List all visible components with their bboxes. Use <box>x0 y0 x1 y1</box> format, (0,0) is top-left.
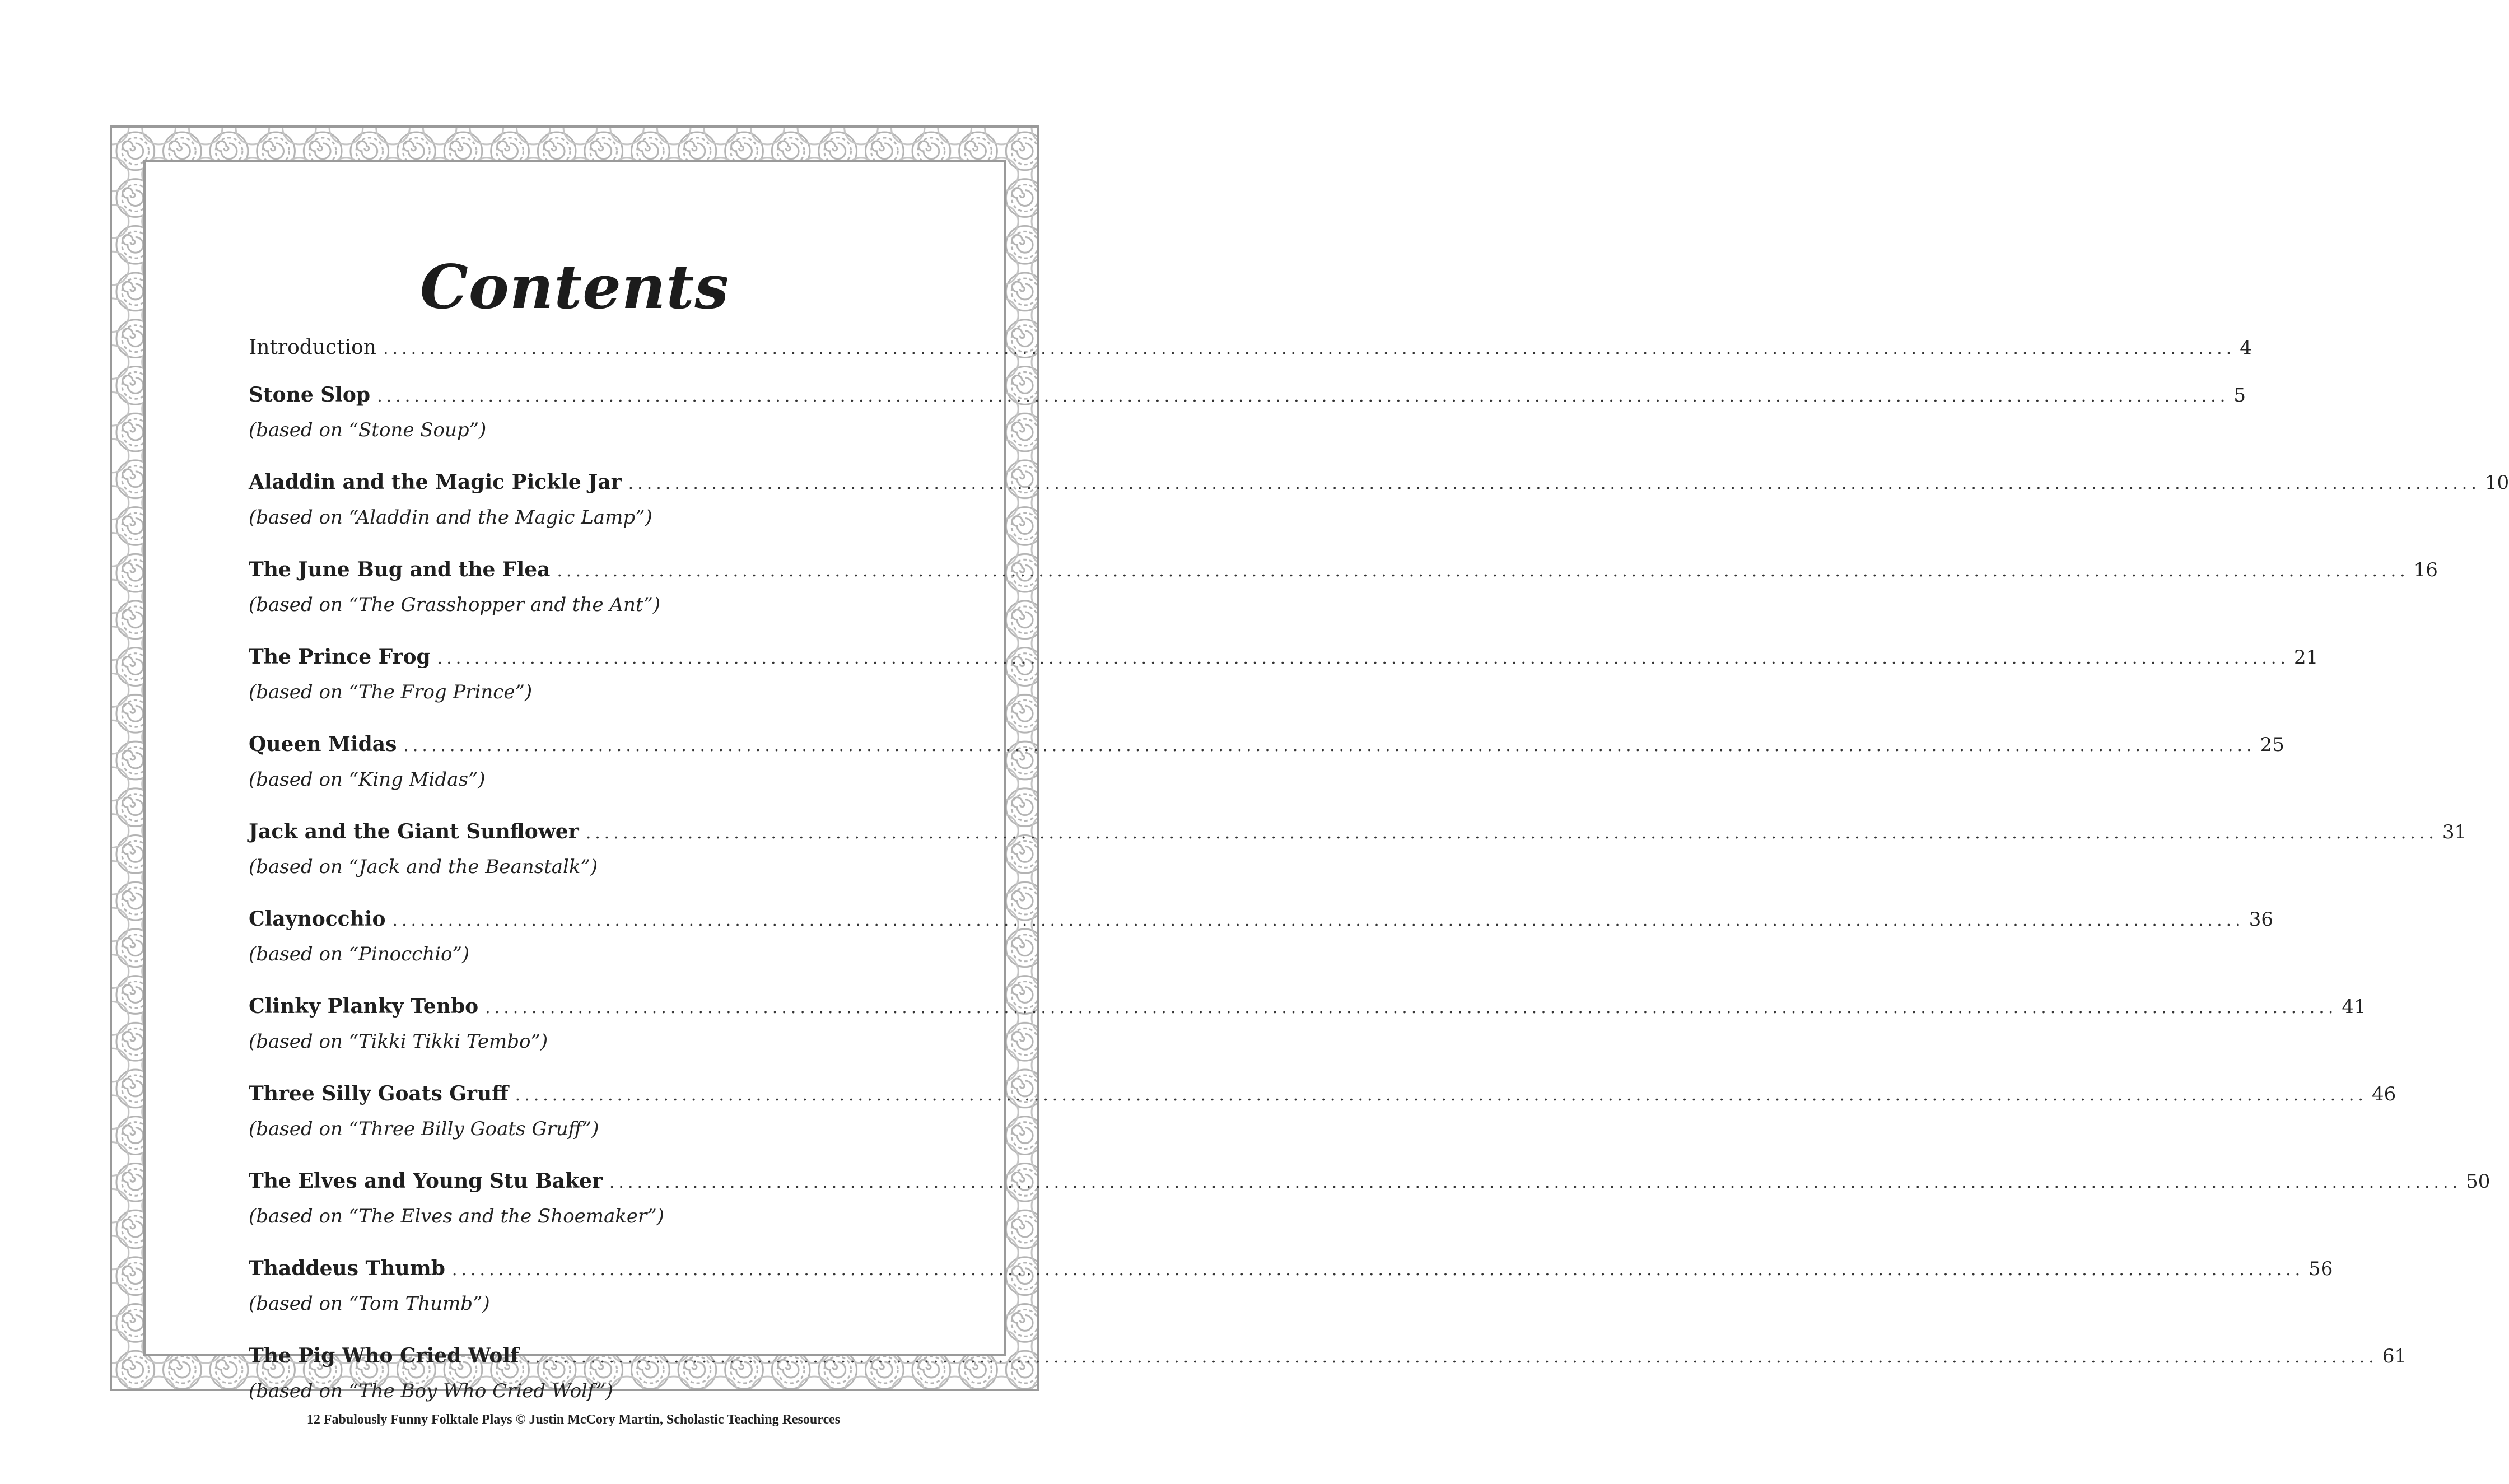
dot-leader: ........................................................................................................................................................................................................ <box>525 1347 2378 1367</box>
toc-entry <box>249 336 2252 370</box>
toc-page-number: 25 <box>2260 734 2284 756</box>
page-title: Contents <box>419 252 730 323</box>
toc-entry <box>249 820 2467 878</box>
toc-entry-title: The Pig Who Cried Wolf <box>249 1344 519 1368</box>
toc-entry <box>249 732 2284 791</box>
toc-entry-source: (based on “The Elves and the Shoemaker”) <box>249 1205 664 1228</box>
decorative-border-frame <box>110 125 2509 1402</box>
toc-entry-title: Stone Slop <box>249 383 371 407</box>
toc-entry <box>249 645 2319 703</box>
table-of-contents <box>249 336 2509 1431</box>
toc-page-number: 5 <box>2233 384 2246 407</box>
toc-entry-line <box>249 645 2319 679</box>
toc-page-number: 41 <box>2342 996 2366 1018</box>
toc-entry-line <box>249 1257 2333 1290</box>
toc-entry <box>249 1082 2396 1140</box>
toc-entry-line <box>249 336 2252 370</box>
dot-leader: ........................................................................................................................................................................................................ <box>485 998 2338 1018</box>
toc-entry-title: Thaddeus Thumb <box>249 1257 445 1280</box>
toc-entry-title: Jack and the Giant Sunflower <box>249 820 579 843</box>
toc-entry-source: (based on “Aladdin and the Magic Lamp”) <box>249 506 652 529</box>
toc-entry-source: (based on “Stone Soup”) <box>249 419 487 441</box>
toc-entry-title: The Prince Frog <box>249 645 431 669</box>
toc-page-number: 56 <box>2309 1258 2333 1280</box>
toc-entry <box>249 470 2509 529</box>
toc-entry-title: Queen Midas <box>249 732 397 756</box>
dot-leader: ........................................................................................................................................................................................................ <box>383 339 2236 358</box>
toc-page-number: 4 <box>2240 337 2252 359</box>
toc-entry-title: Introduction <box>249 336 376 359</box>
toc-entry <box>249 558 2438 616</box>
dot-leader: ........................................................................................................................................................................................................ <box>437 648 2289 668</box>
toc-entry-line <box>249 383 2246 417</box>
toc-entry <box>249 995 2366 1053</box>
toc-entry-source: (based on “The Boy Who Cried Wolf”) <box>249 1380 613 1402</box>
toc-entry <box>249 1169 2491 1228</box>
dot-leader: ........................................................................................................................................................................................................ <box>557 561 2409 581</box>
toc-entry-source: (based on “The Grasshopper and the Ant”) <box>249 594 661 616</box>
toc-entry <box>249 383 2246 441</box>
toc-entry <box>249 1344 2407 1402</box>
toc-entry-source: (based on “Pinocchio”) <box>249 943 470 965</box>
toc-entry-line <box>249 1169 2491 1203</box>
toc-entry-source: (based on “Three Billy Goats Gruff”) <box>249 1118 599 1140</box>
dot-leader: ........................................................................................................................................................................................................ <box>392 911 2245 930</box>
dot-leader: ........................................................................................................................................................................................................ <box>585 823 2438 843</box>
toc-entry-source: (based on “Jack and the Beanstalk”) <box>249 856 598 878</box>
toc-page-number: 16 <box>2413 559 2438 581</box>
toc-page-number: 31 <box>2442 821 2467 843</box>
toc-entry-line <box>249 1344 2407 1378</box>
toc-page-number: 21 <box>2293 646 2319 669</box>
toc-entry-line <box>249 732 2284 766</box>
toc-entry-title: Clinky Planky Tenbo <box>249 995 479 1018</box>
toc-entry <box>249 907 2273 965</box>
toc-entry-source: (based on “Tikki Tikki Tembo”) <box>249 1030 548 1053</box>
toc-entry-line <box>249 820 2467 853</box>
dot-leader: ........................................................................................................................................................................................................ <box>609 1173 2462 1192</box>
toc-entry-line <box>249 558 2438 591</box>
dot-leader: ........................................................................................................................................................................................................ <box>515 1085 2367 1105</box>
toc-entry-source: (based on “King Midas”) <box>249 768 486 791</box>
toc-entry-line <box>249 995 2366 1028</box>
page-footer: 12 Fabulously Funny Folktale Plays © Justin McCory Martin, Scholastic Teaching Resources <box>306 1412 841 1427</box>
toc-entry-title: Aladdin and the Magic Pickle Jar <box>249 470 622 494</box>
toc-entry-source: (based on “Tom Thumb”) <box>249 1292 490 1315</box>
toc-entry-title: Claynocchio <box>249 907 386 931</box>
toc-entry-title: Three Silly Goats Gruff <box>249 1082 509 1105</box>
toc-entry-title: The Elves and Young Stu Baker <box>249 1169 603 1193</box>
dot-leader: ........................................................................................................................................................................................................ <box>403 736 2256 755</box>
toc-entry-title: The June Bug and the Flea <box>249 558 551 581</box>
toc-entry-line <box>249 470 2509 504</box>
toc-entry-line <box>249 1082 2396 1116</box>
toc-entry-line <box>249 907 2273 941</box>
toc-page-number: 36 <box>2249 908 2273 931</box>
toc-page-number: 10 <box>2484 472 2509 494</box>
toc-entry <box>249 1257 2333 1315</box>
toc-entry-source: (based on “The Frog Prince”) <box>249 681 533 703</box>
dot-leader: ........................................................................................................................................................................................................ <box>377 386 2230 406</box>
dot-leader: ........................................................................................................................................................................................................ <box>451 1260 2305 1280</box>
dot-leader: ........................................................................................................................................................................................................ <box>628 474 2480 493</box>
toc-page-number: 61 <box>2382 1345 2407 1368</box>
content-panel <box>143 160 2509 1402</box>
toc-page-number: 46 <box>2371 1083 2396 1105</box>
toc-page-number: 50 <box>2466 1170 2491 1193</box>
